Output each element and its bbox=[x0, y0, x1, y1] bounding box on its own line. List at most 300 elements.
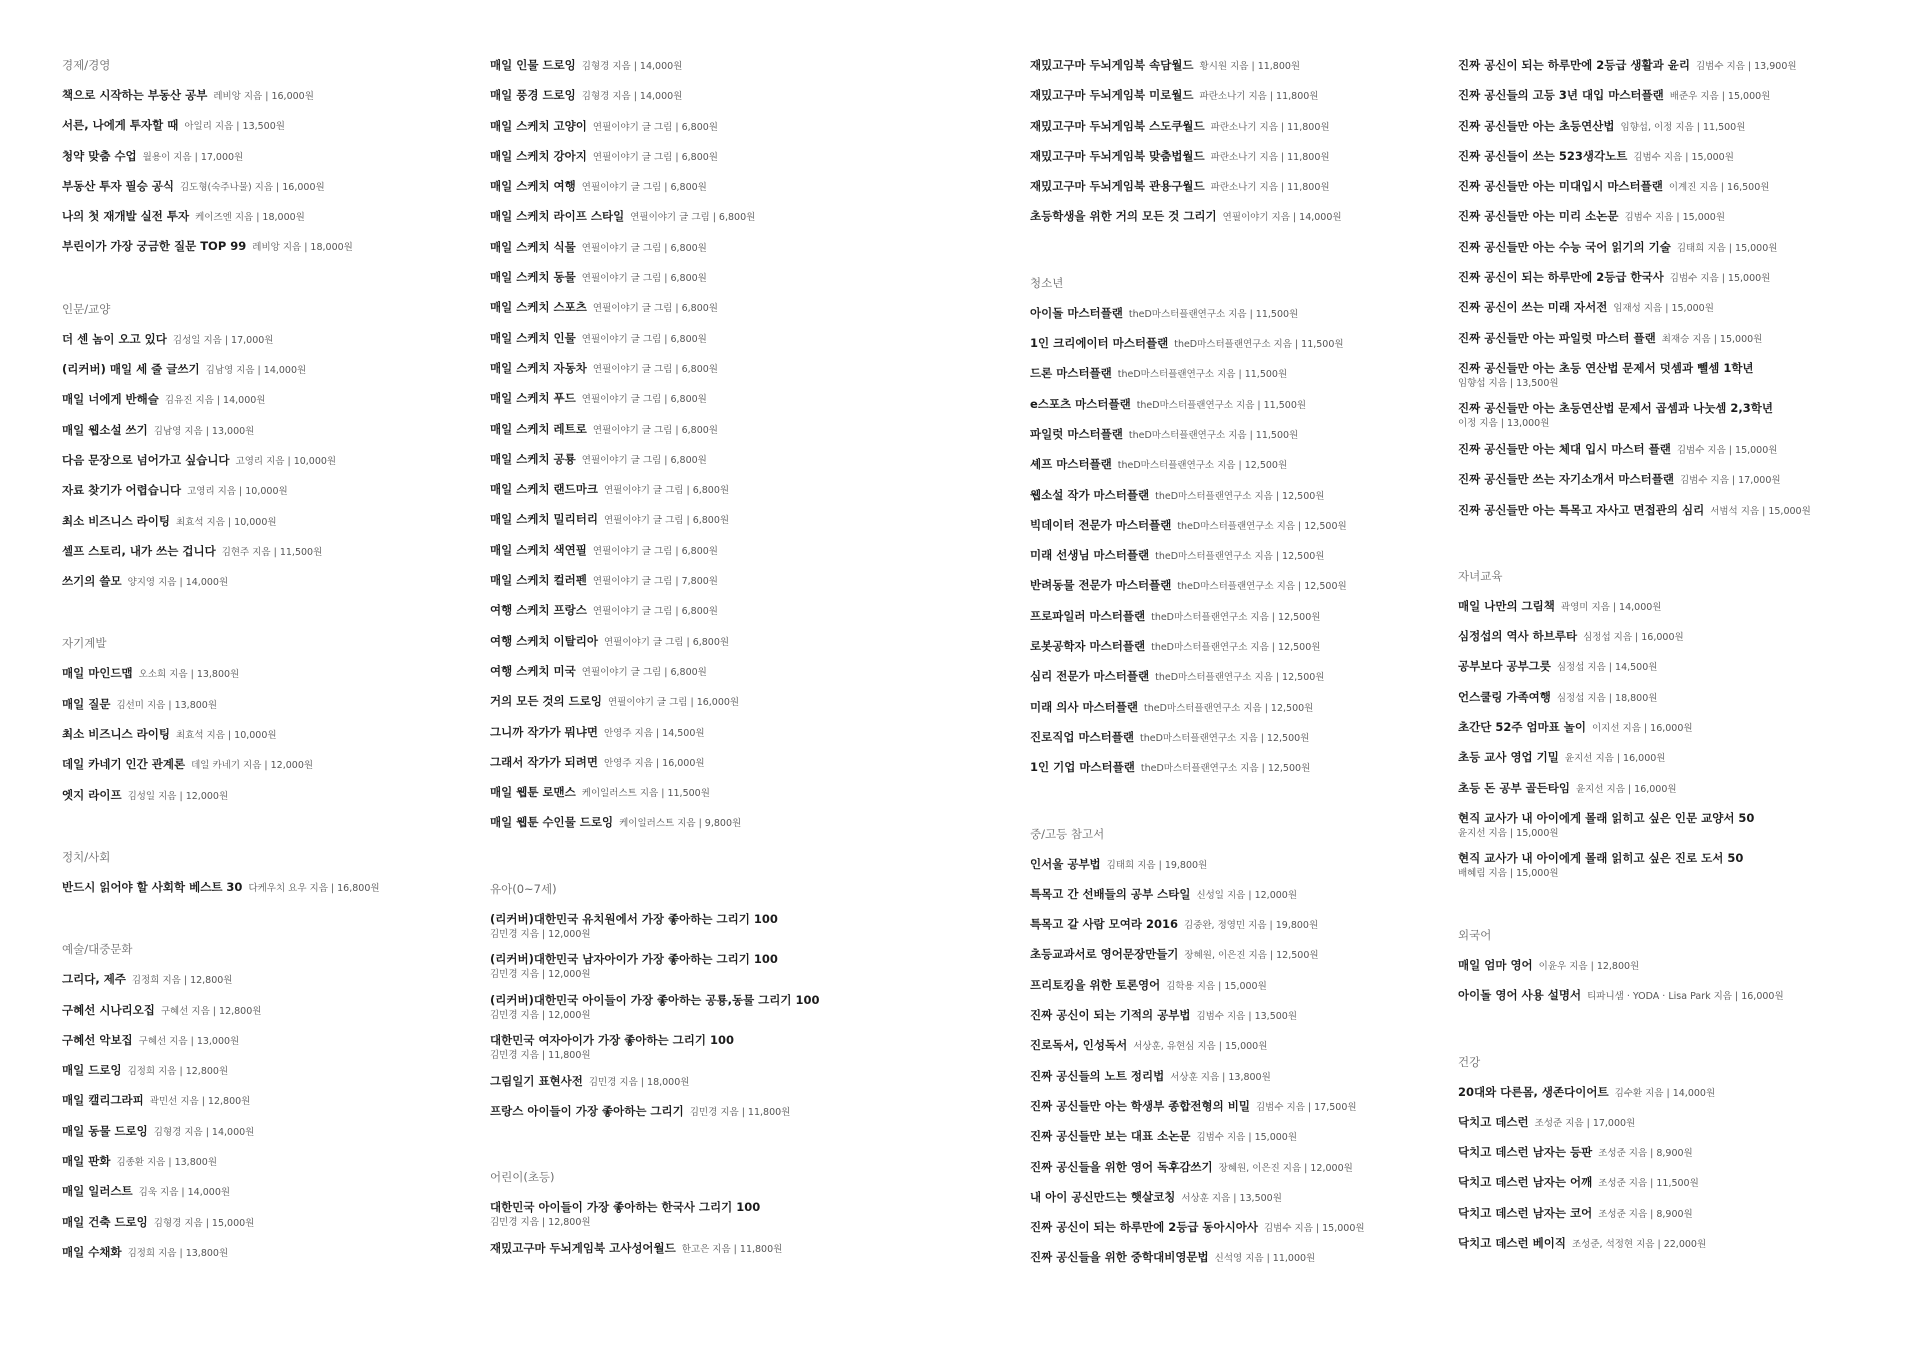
book-author-price: theD마스터플랜연구소 지음 | 11,500원 bbox=[1117, 369, 1288, 381]
book-entry bbox=[1030, 1096, 1450, 1126]
section-heading: 정치/사회 bbox=[62, 849, 111, 864]
book-entry bbox=[62, 206, 482, 236]
book-entry bbox=[490, 722, 1030, 752]
book-author-price: 임향섭, 이정 지음 | 11,500원 bbox=[1620, 121, 1746, 133]
book-title: 다음 문장으로 넘어가고 싶습니다 bbox=[62, 452, 230, 467]
book-entry bbox=[1458, 656, 1898, 686]
book-author-price: 연필이야기 글 그림 | 6,800원 bbox=[581, 182, 707, 194]
book-author-price: 양지영 지음 | 14,000원 bbox=[127, 577, 229, 589]
book-author-price: 신석영 지음 | 11,000원 bbox=[1214, 1253, 1316, 1265]
book-entry bbox=[1030, 1126, 1450, 1156]
book-title: 진짜 공신들만 아는 파일럿 마스터 플랜 bbox=[1458, 330, 1656, 345]
book-author-price: 김민경 지음 | 18,000원 bbox=[588, 1076, 690, 1088]
book-title: (리커버)대한민국 남자아이가 가장 좋아하는 그리기 100 bbox=[490, 952, 778, 967]
section-heading: 청소년 bbox=[1030, 275, 1064, 290]
book-entry bbox=[490, 1238, 1030, 1268]
book-entry bbox=[490, 570, 1030, 600]
book-title: 현직 교사가 내 아이에게 몰래 읽히고 싶은 진로 도서 50 bbox=[1458, 851, 1744, 866]
book-title: 진짜 공신들만 아는 미리 소논문 bbox=[1458, 209, 1619, 224]
book-entry bbox=[62, 359, 482, 389]
book-entry bbox=[62, 1212, 482, 1242]
book-author-price: 이지선 지음 | 16,000원 bbox=[1592, 723, 1693, 735]
book-author-price: theD마스터플랜연구소 지음 | 12,500원 bbox=[1155, 551, 1325, 563]
book-author-price: 김유진 지음 | 14,000원 bbox=[164, 395, 266, 407]
book-author-price: 임향섭 지음 | 13,500원 bbox=[1458, 377, 1559, 389]
book-author-price: 김형경 지음 | 14,000원 bbox=[581, 91, 683, 103]
book-title: 매일 너에게 반해슬 bbox=[62, 392, 159, 407]
book-title: 매일 질문 bbox=[62, 696, 111, 711]
book-title: 최소 비즈니스 라이팅 bbox=[62, 727, 170, 742]
book-entry bbox=[1030, 303, 1450, 333]
book-entry bbox=[1458, 1082, 1898, 1112]
book-title: 최소 비즈니스 라이팅 bbox=[62, 513, 170, 528]
book-author-price: 김정희 지음 | 12,800원 bbox=[127, 1066, 229, 1078]
book-title: 셀프 스토리, 내가 쓰는 겁니다 bbox=[62, 543, 216, 558]
book-entry bbox=[490, 631, 1030, 661]
book-entry bbox=[1030, 1005, 1450, 1035]
catalog-section bbox=[62, 633, 482, 814]
book-author-price: 조성준 지음 | 8,900원 bbox=[1598, 1208, 1693, 1220]
book-entry bbox=[490, 328, 1030, 358]
book-author-price: 연필이야기 글 그림 | 6,800원 bbox=[592, 424, 718, 436]
book-entry bbox=[1458, 85, 1898, 115]
book-entry bbox=[490, 85, 1030, 115]
book-title: 대한민국 아이들이 가장 좋아하는 한국사 그리기 100 bbox=[490, 1200, 761, 1215]
book-title: 현직 교사가 내 아이에게 몰래 읽히고 싶은 인문 교양서 50 bbox=[1458, 810, 1755, 825]
book-author-price: 이정 지음 | 13,000원 bbox=[1458, 418, 1550, 430]
book-title: 대한민국 여자아이가 가장 좋아하는 그리기 100 bbox=[490, 1033, 734, 1048]
book-author-price: 연필이야기 글 그림 | 6,800원 bbox=[592, 606, 718, 618]
book-title: 매일 나만의 그림책 bbox=[1458, 598, 1555, 613]
book-author-price: theD마스터플랜연구소 지음 | 11,500원 bbox=[1128, 308, 1299, 320]
book-title: 매일 스케치 푸드 bbox=[490, 391, 576, 406]
book-title: 매일 동물 드로잉 bbox=[62, 1123, 148, 1138]
book-author-price: 연필이야기 글 그림 | 6,800원 bbox=[592, 303, 718, 315]
book-entry bbox=[1030, 454, 1450, 484]
book-title: 공부보다 공부그릇 bbox=[1458, 659, 1551, 674]
book-title: 거의 모든 것의 드로잉 bbox=[490, 694, 602, 709]
book-entry bbox=[490, 116, 1030, 146]
book-entry bbox=[1030, 606, 1450, 636]
catalog-section bbox=[1458, 925, 1898, 1016]
section-heading: 외국어 bbox=[1458, 927, 1492, 942]
book-title: e스포츠 마스터플랜 bbox=[1030, 396, 1131, 411]
book-entry bbox=[1458, 55, 1898, 85]
book-title: 심리 전문가 마스터플랜 bbox=[1030, 669, 1150, 684]
catalog-section bbox=[1030, 55, 1450, 237]
book-entry bbox=[1030, 914, 1450, 944]
book-title: 초등 교사 영업 기밀 bbox=[1458, 750, 1559, 765]
book-entry bbox=[62, 1242, 482, 1272]
book-title: 진짜 공신들만 아는 초등 연산법 문제서 덧셈과 뺄셈 1학년 bbox=[1458, 360, 1754, 375]
book-title: 진로독서, 인성독서 bbox=[1030, 1038, 1128, 1053]
book-title: 매일 스케치 컬러펜 bbox=[490, 573, 587, 588]
book-author-price: theD마스터플랜연구소 지음 | 12,500원 bbox=[1177, 581, 1347, 593]
book-entry bbox=[490, 782, 1030, 812]
book-author-price: theD마스터플랜연구소 지음 | 12,500원 bbox=[1144, 702, 1314, 714]
book-entry bbox=[62, 694, 482, 724]
book-author-price: 케이일러스트 지음 | 9,800원 bbox=[619, 818, 742, 830]
book-title: 진짜 공신들을 위한 영어 독후감쓰기 bbox=[1030, 1159, 1213, 1174]
book-entry bbox=[62, 176, 482, 206]
book-author-price: 레비앙 지음 | 18,000원 bbox=[252, 242, 353, 254]
book-author-price: 김정희 지음 | 12,800원 bbox=[131, 975, 233, 987]
book-title: 엣지 라이프 bbox=[62, 787, 122, 802]
book-author-price: 김태희 지음 | 19,800원 bbox=[1106, 859, 1208, 871]
book-author-price: 윤지선 지음 | 15,000원 bbox=[1458, 827, 1559, 839]
book-entry bbox=[62, 785, 482, 815]
book-entry bbox=[1030, 1247, 1450, 1277]
book-entry bbox=[62, 1181, 482, 1211]
book-title: 아이돌 마스터플랜 bbox=[1030, 305, 1123, 320]
book-title: 매일 엄마 영어 bbox=[1458, 957, 1533, 972]
book-title: 매일 스케치 색연필 bbox=[490, 542, 587, 557]
book-title: 서른, 나에게 투자할 때 bbox=[62, 118, 179, 133]
book-author-price: 고영리 지음 | 10,000원 bbox=[235, 455, 337, 467]
book-author-price: theD마스터플랜연구소 지음 | 11,500원 bbox=[1174, 339, 1344, 351]
section-heading: 자기계발 bbox=[62, 636, 107, 651]
book-entry bbox=[1030, 333, 1450, 363]
catalog-column-1 bbox=[62, 55, 482, 1272]
book-title: 진짜 공신들만 보는 대표 소논문 bbox=[1030, 1129, 1191, 1144]
book-title: 재밌고구마 두뇌게임북 고사성어월드 bbox=[490, 1240, 676, 1255]
book-entry bbox=[1458, 398, 1898, 439]
book-author-price: 심정섭 지음 | 18,800원 bbox=[1556, 692, 1658, 704]
book-title: 미래 선생님 마스터플랜 bbox=[1030, 548, 1150, 563]
book-author-price: 연필이야기 글 그림 | 16,000원 bbox=[608, 697, 740, 709]
book-author-price: 김민경 지음 | 11,800원 bbox=[689, 1107, 791, 1119]
book-author-price: 오소희 지음 | 13,800원 bbox=[138, 669, 240, 681]
book-entry bbox=[490, 990, 1030, 1031]
book-entry bbox=[1458, 439, 1898, 469]
book-title: 그래서 작가가 되려면 bbox=[490, 754, 598, 769]
book-title: 반려동물 전문가 마스터플랜 bbox=[1030, 578, 1172, 593]
book-entry bbox=[1030, 206, 1450, 236]
book-title: 여행 스케치 프랑스 bbox=[490, 603, 587, 618]
book-entry bbox=[1030, 666, 1450, 696]
book-entry bbox=[1030, 944, 1450, 974]
book-author-price: 김성일 지음 | 17,000원 bbox=[172, 334, 274, 346]
book-entry bbox=[490, 388, 1030, 418]
book-entry bbox=[1458, 176, 1898, 206]
book-title: 매일 마인드맵 bbox=[62, 666, 133, 681]
catalog-section bbox=[490, 1167, 1030, 1268]
book-title: 진짜 공신들만 아는 학생부 종합전형의 비밀 bbox=[1030, 1098, 1250, 1113]
book-author-price: 케이일러스트 지음 | 11,500원 bbox=[581, 788, 710, 800]
book-author-price: theD마스터플랜연구소 지음 | 12,500원 bbox=[1151, 611, 1321, 623]
book-author-price: 김현주 지음 | 11,500원 bbox=[221, 546, 323, 558]
book-author-price: 연필이야기 글 그림 | 6,800원 bbox=[581, 333, 707, 345]
book-title: 프로파일러 마스터플랜 bbox=[1030, 608, 1146, 623]
book-entry bbox=[1030, 727, 1450, 757]
book-author-price: 구혜선 지음 | 12,800원 bbox=[160, 1005, 262, 1017]
book-author-price: 최효석 지음 | 10,000원 bbox=[176, 730, 277, 742]
book-title: 매일 일러스트 bbox=[62, 1184, 133, 1199]
book-entry bbox=[1458, 500, 1898, 530]
book-title: 더 센 놈이 오고 있다 bbox=[62, 331, 167, 346]
book-entry bbox=[1030, 1157, 1450, 1187]
book-author-price: 심정섭 지음 | 14,500원 bbox=[1556, 662, 1658, 674]
book-entry bbox=[1030, 545, 1450, 575]
book-title: 매일 인물 드로잉 bbox=[490, 58, 576, 72]
book-title: 로봇공학자 마스터플랜 bbox=[1030, 639, 1146, 654]
book-entry bbox=[62, 420, 482, 450]
book-title: 여행 스케치 미국 bbox=[490, 663, 576, 678]
book-author-price: 임재성 지음 | 15,000원 bbox=[1613, 303, 1714, 315]
book-entry bbox=[1030, 636, 1450, 666]
book-entry bbox=[1030, 146, 1450, 176]
book-title: 그리다, 제주 bbox=[62, 972, 126, 987]
book-author-price: 연필이야기 글 그림 | 7,800원 bbox=[592, 576, 718, 588]
book-title: 매일 스케치 공룡 bbox=[490, 451, 576, 466]
book-entry bbox=[1458, 848, 1898, 889]
book-author-price: 연필이야기 글 그림 | 6,800원 bbox=[581, 454, 707, 466]
section-heading: 유아(0~7세) bbox=[490, 881, 557, 896]
book-title: 진짜 공신들만 쓰는 자기소개서 마스터플랜 bbox=[1458, 472, 1674, 487]
book-title: 빅데이터 전문가 마스터플랜 bbox=[1030, 517, 1172, 532]
book-title: 초등 돈 공부 골든타임 bbox=[1458, 780, 1570, 795]
book-title: 책으로 시작하는 부동산 공부 bbox=[62, 88, 208, 102]
book-entry bbox=[1030, 424, 1450, 454]
book-title: 재밌고구마 두뇌게임북 관용구월드 bbox=[1030, 179, 1205, 194]
book-author-price: 케이즈엔 지음 | 18,000원 bbox=[195, 212, 305, 224]
book-entry bbox=[490, 509, 1030, 539]
book-entry bbox=[1030, 1066, 1450, 1096]
book-author-price: 서상훈 지음 | 13,800원 bbox=[1170, 1071, 1271, 1083]
book-entry bbox=[1030, 1217, 1450, 1247]
book-author-price: 김형경 지음 | 14,000원 bbox=[153, 1126, 255, 1138]
book-author-price: 안영주 지음 | 14,500원 bbox=[604, 727, 705, 739]
book-entry bbox=[1030, 515, 1450, 545]
book-entry bbox=[62, 450, 482, 480]
catalog-section bbox=[62, 939, 482, 1272]
section-heading: 중/고등 참고서 bbox=[1030, 826, 1105, 841]
book-author-price: 연필이야기 글 그림 | 6,800원 bbox=[592, 151, 718, 163]
book-entry bbox=[1030, 1187, 1450, 1217]
section-heading: 건강 bbox=[1458, 1054, 1481, 1069]
book-author-price: 김민경 지음 | 11,800원 bbox=[490, 1050, 591, 1062]
book-title: 닥치고 데스런 남자는 어깨 bbox=[1458, 1175, 1593, 1190]
catalog-section bbox=[490, 879, 1030, 1132]
book-title: 아이돌 영어 사용 설명서 bbox=[1458, 988, 1582, 1003]
book-author-price: 신성일 지음 | 12,000원 bbox=[1196, 889, 1298, 901]
book-author-price: 김범수 지음 | 17,500원 bbox=[1255, 1101, 1357, 1113]
book-title: 심정섭의 역사 하브루타 bbox=[1458, 629, 1578, 644]
catalog-column-3 bbox=[1030, 55, 1450, 1278]
book-entry bbox=[490, 752, 1030, 782]
book-title: 매일 스케치 라이프 스타일 bbox=[490, 209, 625, 224]
book-entry bbox=[490, 909, 1030, 950]
book-entry bbox=[1030, 176, 1450, 206]
book-entry bbox=[1458, 146, 1898, 176]
book-author-price: 김범수 지음 | 13,900원 bbox=[1695, 61, 1797, 72]
book-entry bbox=[1030, 575, 1450, 605]
book-author-price: 김민경 지음 | 12,000원 bbox=[490, 1009, 591, 1021]
book-entry bbox=[1030, 116, 1450, 146]
book-entry bbox=[490, 479, 1030, 509]
book-title: 진짜 공신들만 아는 체대 입시 마스터 플랜 bbox=[1458, 441, 1671, 456]
book-entry bbox=[490, 1101, 1030, 1131]
book-title: 진짜 공신이 되는 하루만에 2등급 한국사 bbox=[1458, 270, 1664, 285]
book-author-price: 장혜원, 이은진 지음 | 12,000원 bbox=[1218, 1162, 1353, 1174]
book-title: 진짜 공신들을 위한 중학대비영문법 bbox=[1030, 1250, 1209, 1265]
book-title: 진짜 공신이 되는 하루만에 2등급 동아시아사 bbox=[1030, 1220, 1258, 1235]
book-title: 매일 스케치 인물 bbox=[490, 330, 576, 345]
book-entry bbox=[490, 55, 1030, 85]
book-title: 진짜 공신들만 아는 미대입시 마스터플랜 bbox=[1458, 179, 1663, 194]
book-entry bbox=[490, 1071, 1030, 1101]
book-author-price: 김범수 지음 | 15,000원 bbox=[1263, 1223, 1365, 1235]
book-entry bbox=[1030, 485, 1450, 515]
book-entry bbox=[490, 237, 1030, 267]
catalog-section bbox=[62, 55, 482, 267]
book-author-price: 곽민선 지음 | 12,800원 bbox=[149, 1096, 251, 1108]
book-title: 인서울 공부법 bbox=[1030, 856, 1101, 871]
book-entry bbox=[62, 754, 482, 784]
book-entry bbox=[1458, 1172, 1898, 1202]
book-entry bbox=[1458, 717, 1898, 747]
book-author-price: 곽영미 지음 | 14,000원 bbox=[1560, 601, 1662, 613]
book-title: 매일 수채화 bbox=[62, 1244, 122, 1259]
book-entry bbox=[1458, 267, 1898, 297]
book-title: 언스쿨링 가족여행 bbox=[1458, 689, 1551, 704]
book-title: 진짜 공신이 쓰는 미래 자서전 bbox=[1458, 300, 1608, 315]
book-title: 닥치고 데스런 bbox=[1458, 1114, 1529, 1129]
book-title: 닥치고 데스런 남자는 코어 bbox=[1458, 1205, 1593, 1220]
book-author-price: 김남영 지음 | 13,000원 bbox=[153, 425, 255, 437]
book-author-price: theD마스터플랜연구소 지음 | 12,500원 bbox=[1151, 642, 1321, 654]
book-entry bbox=[1030, 363, 1450, 393]
book-entry bbox=[1030, 884, 1450, 914]
book-title: 진짜 공신들이 쓰는 523생각노트 bbox=[1458, 148, 1628, 163]
book-entry bbox=[1030, 394, 1450, 424]
book-title: 진짜 공신들의 고등 3년 대입 마스터플랜 bbox=[1458, 88, 1664, 103]
book-author-price: theD마스터플랜연구소 지음 | 12,500원 bbox=[1117, 460, 1288, 472]
book-entry bbox=[490, 540, 1030, 570]
book-author-price: 월용이 지음 | 17,000원 bbox=[142, 151, 244, 163]
book-title: 매일 웹툰 로맨스 bbox=[490, 785, 576, 800]
book-author-price: theD마스터플랜연구소 지음 | 11,500원 bbox=[1136, 399, 1307, 411]
book-author-price: 조성준 지음 | 8,900원 bbox=[1598, 1148, 1693, 1160]
book-title: 매일 스케치 식물 bbox=[490, 239, 576, 254]
book-author-price: 김범수 지음 | 15,000원 bbox=[1633, 151, 1734, 163]
book-author-price: 배준우 지음 | 15,000원 bbox=[1669, 91, 1771, 103]
book-author-price: 김범수 지음 | 17,000원 bbox=[1679, 475, 1781, 487]
book-author-price: theD마스터플랜연구소 지음 | 12,500원 bbox=[1140, 763, 1311, 775]
catalog-section bbox=[1030, 273, 1450, 788]
book-title: 초등교과서로 영어문장만들기 bbox=[1030, 947, 1179, 962]
book-title: 20대와 다른몸, 생존다이어트 bbox=[1458, 1084, 1609, 1099]
book-entry bbox=[1030, 1035, 1450, 1065]
book-author-price: 조성준 지음 | 11,500원 bbox=[1598, 1178, 1699, 1190]
book-title: 쓰기의 쓸모 bbox=[62, 574, 122, 589]
book-author-price: 파란소나기 지음 | 11,800원 bbox=[1210, 151, 1330, 163]
book-entry bbox=[490, 267, 1030, 297]
book-title: 특목고 갈 사람 모여라 2016 bbox=[1030, 917, 1179, 932]
book-title: 부동산 투자 필승 공식 bbox=[62, 178, 174, 193]
book-entry bbox=[490, 600, 1030, 630]
book-entry bbox=[1030, 697, 1450, 727]
book-author-price: 연필이야기 글 그림 | 6,800원 bbox=[581, 666, 707, 678]
book-entry bbox=[62, 85, 482, 115]
book-author-price: theD마스터플랜연구소 지음 | 12,500원 bbox=[1155, 672, 1325, 684]
book-title: (리커버) 매일 세 줄 글쓰기 bbox=[62, 362, 200, 377]
book-author-price: 김수환 지음 | 14,000원 bbox=[1614, 1087, 1716, 1099]
book-title: 셰프 마스터플랜 bbox=[1030, 457, 1112, 472]
book-title: 매일 스케치 스포츠 bbox=[490, 300, 587, 315]
book-author-price: 한고은 지음 | 11,800원 bbox=[681, 1243, 783, 1255]
book-title: 구혜선 악보집 bbox=[62, 1032, 133, 1047]
book-title: 나의 첫 재개발 실전 투자 bbox=[62, 209, 190, 224]
book-title: 매일 스케치 동물 bbox=[490, 270, 576, 285]
book-title: 진짜 공신들만 아는 초등연산법 문제서 곱셈과 나눗셈 2,3학년 bbox=[1458, 401, 1774, 416]
book-entry bbox=[62, 663, 482, 693]
book-entry bbox=[62, 1090, 482, 1120]
book-entry bbox=[1458, 808, 1898, 849]
book-entry bbox=[62, 480, 482, 510]
book-entry bbox=[1458, 328, 1898, 358]
book-title: 닥치고 데스런 베이직 bbox=[1458, 1236, 1566, 1251]
book-title: 1인 기업 마스터플랜 bbox=[1030, 760, 1135, 775]
book-author-price: 연필이야기 지음 | 14,000원 bbox=[1222, 212, 1342, 224]
book-title: 데일 카네기 인간 관계론 bbox=[62, 757, 186, 772]
book-author-price: 서상훈, 유현심 지음 | 15,000원 bbox=[1133, 1041, 1268, 1053]
book-author-price: theD마스터플랜연구소 지음 | 12,500원 bbox=[1155, 490, 1325, 502]
book-author-price: 윤지선 지음 | 16,000원 bbox=[1564, 753, 1666, 765]
catalog-section bbox=[62, 847, 482, 907]
book-entry bbox=[1030, 757, 1450, 787]
book-author-price: 연필이야기 글 그림 | 6,800원 bbox=[592, 545, 718, 557]
book-title: 미래 의사 마스터플랜 bbox=[1030, 699, 1138, 714]
book-author-price: 김성일 지음 | 12,000원 bbox=[127, 790, 229, 802]
book-title: 드론 마스터플랜 bbox=[1030, 366, 1112, 381]
book-entry bbox=[62, 1121, 482, 1151]
book-author-price: 레비앙 지음 | 16,000원 bbox=[213, 91, 314, 102]
book-author-price: 심정섭 지음 | 16,000원 bbox=[1583, 632, 1684, 644]
book-author-price: 김민경 지음 | 12,800원 bbox=[490, 1217, 591, 1229]
book-author-price: 김범수 지음 | 15,000원 bbox=[1624, 212, 1726, 224]
book-entry bbox=[62, 329, 482, 359]
book-author-price: 김선미 지음 | 13,800원 bbox=[116, 699, 218, 711]
book-title: 진짜 공신들만 아는 특목고 자사고 면접관의 심리 bbox=[1458, 502, 1705, 517]
book-title: 여행 스케치 이탈리아 bbox=[490, 633, 598, 648]
book-author-price: 김욱 지음 | 14,000원 bbox=[138, 1187, 231, 1199]
book-entry bbox=[62, 877, 482, 907]
book-title: 매일 스케치 강아지 bbox=[490, 148, 587, 163]
book-entry bbox=[62, 511, 482, 541]
book-title: 반드시 읽어야 할 사회학 베스트 30 bbox=[62, 879, 243, 894]
book-author-price: 조성준 지음 | 17,000원 bbox=[1534, 1117, 1636, 1129]
book-author-price: 연필이야기 글 그림 | 6,800원 bbox=[592, 363, 718, 375]
book-author-price: 연필이야기 글 그림 | 6,800원 bbox=[604, 515, 730, 527]
book-title: 닥치고 데스런 남자는 등판 bbox=[1458, 1145, 1593, 1160]
book-title: 진짜 공신들만 아는 초등연산법 bbox=[1458, 118, 1615, 133]
book-title: 초간단 52주 엄마표 놀이 bbox=[1458, 720, 1586, 735]
book-title: 청약 맞춤 수업 bbox=[62, 148, 137, 163]
book-author-price: 김중완, 정영민 지음 | 19,800원 bbox=[1184, 920, 1319, 932]
book-author-price: 연필이야기 글 그림 | 6,800원 bbox=[581, 394, 707, 406]
book-author-price: 조성준, 석정현 지음 | 22,000원 bbox=[1572, 1239, 1707, 1251]
book-title: 매일 스케치 레트로 bbox=[490, 421, 587, 436]
book-entry bbox=[62, 115, 482, 145]
book-entry bbox=[490, 176, 1030, 206]
book-entry bbox=[62, 541, 482, 571]
book-title: 그림일기 표현사전 bbox=[490, 1073, 583, 1088]
book-entry bbox=[62, 571, 482, 601]
book-title: (리커버)대한민국 유치원에서 가장 좋아하는 그리기 100 bbox=[490, 911, 778, 926]
catalog-column-2 bbox=[490, 55, 1030, 1268]
book-author-price: 장혜원, 이은진 지음 | 12,500원 bbox=[1184, 950, 1319, 962]
